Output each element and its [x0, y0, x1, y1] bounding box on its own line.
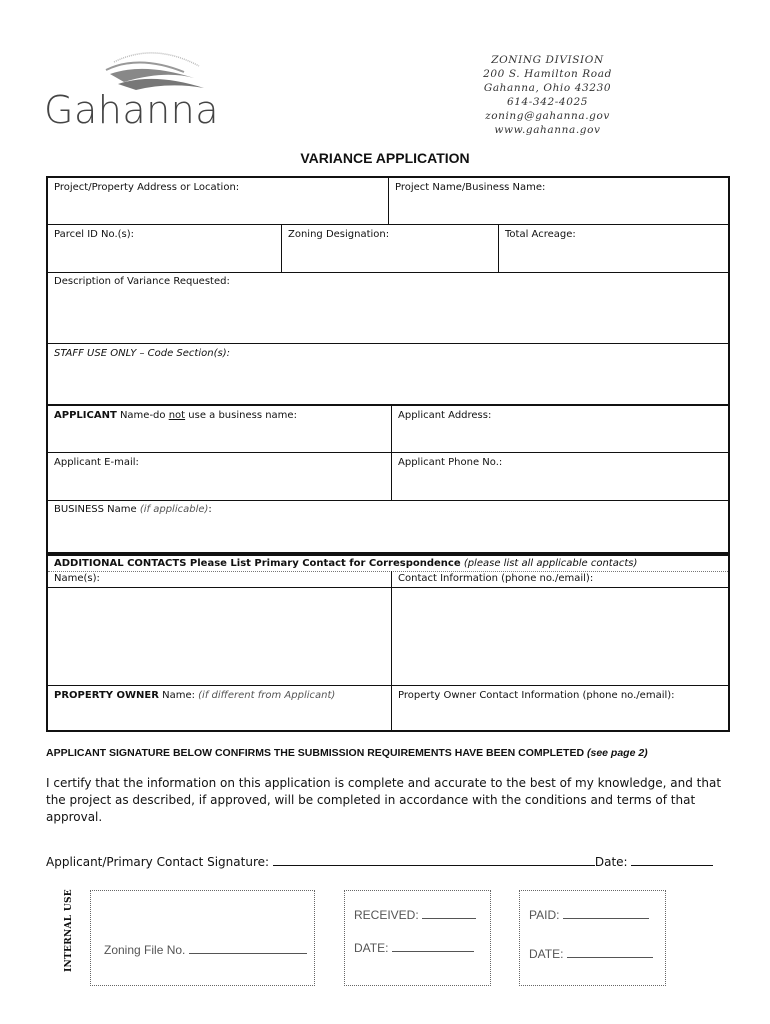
received-label: RECEIVED: — [354, 908, 419, 922]
signature-date-field[interactable] — [631, 853, 713, 866]
signature-heading-note: (see page 2) — [586, 747, 648, 759]
paid-label: PAID: — [529, 908, 560, 922]
variance-description-field[interactable] — [48, 272, 728, 342]
contact-info-label: Contact Information (phone no./email): — [398, 573, 594, 584]
variance-description-label: Description of Variance Requested: — [54, 276, 230, 287]
contact-names-field[interactable] — [48, 571, 390, 684]
zoning-designation-label: Zoning Designation: — [288, 229, 390, 240]
zoning-file-label: Zoning File No. — [104, 943, 186, 957]
paid-date-field[interactable] — [567, 947, 653, 958]
applicant-address-label: Applicant Address: — [398, 410, 492, 421]
paid-field[interactable] — [563, 908, 649, 919]
additional-contacts-header — [48, 556, 728, 572]
applicant-label-bold: APPLICANT — [54, 410, 117, 421]
zoning-file-field[interactable] — [189, 943, 307, 954]
applicant-name-field[interactable] — [48, 406, 390, 452]
applicant-label-end: use a business name: — [185, 410, 297, 421]
street-address: 200 S. Hamilton Road — [483, 68, 612, 80]
property-owner-label-part: Name: — [158, 690, 199, 701]
project-address-field[interactable] — [48, 178, 388, 224]
project-name-label: Project Name/Business Name: — [395, 182, 546, 193]
paid-box — [519, 890, 666, 986]
signature-row — [46, 853, 713, 869]
property-owner-note: (if different from Applicant) — [198, 690, 336, 701]
logo-wordmark: Gahanna — [44, 88, 220, 132]
paid-date-label: DATE: — [529, 947, 564, 961]
applicant-address-field[interactable] — [392, 406, 728, 452]
additional-contacts-title: ADDITIONAL CONTACTS Please List Primary Contact for Correspondence — [54, 558, 461, 569]
received-date-row — [354, 941, 474, 955]
page-title: VARIANCE APPLICATION — [300, 150, 470, 166]
received-date-field[interactable] — [392, 941, 474, 952]
parcel-id-field[interactable] — [48, 225, 281, 271]
city-address: Gahanna, Ohio 43230 — [483, 82, 612, 94]
internal-use-label: INTERNAL USE — [64, 889, 74, 972]
property-owner-contact-field[interactable] — [392, 686, 728, 730]
property-owner-contact-label: Property Owner Contact Information (phone no./email): — [398, 690, 675, 701]
applicant-email-field[interactable] — [48, 453, 390, 499]
received-row — [354, 908, 476, 922]
total-acreage-field[interactable] — [499, 225, 728, 271]
division-name: ZONING DIVISION — [491, 54, 604, 66]
received-date-label: DATE: — [354, 941, 389, 955]
applicant-phone-field[interactable] — [392, 453, 728, 499]
project-name-field[interactable] — [389, 178, 728, 224]
signature-date-label: Date: — [594, 855, 628, 869]
signature-field[interactable] — [273, 853, 595, 866]
staff-use-field — [48, 344, 728, 404]
business-name-colon: : — [208, 504, 212, 515]
received-box — [344, 890, 491, 986]
paid-row — [529, 908, 649, 922]
parcel-id-label: Parcel ID No.(s): — [54, 229, 135, 240]
applicant-phone-label: Applicant Phone No.: — [398, 457, 503, 468]
zoning-file-box — [90, 890, 315, 986]
signature-label: Applicant/Primary Contact Signature: — [46, 855, 270, 869]
paid-date-row — [529, 947, 653, 961]
business-name-note: (if applicable) — [139, 504, 209, 515]
certification-text: I certify that the information on this application is complete and accurate to the best of my knowledge, and that the project as described, if approved, will be completed in accordance with the conditions and terms of that approval. — [46, 776, 722, 824]
contact-block — [470, 53, 625, 137]
email-address: zoning@gahanna.gov — [485, 110, 610, 122]
applicant-email-label: Applicant E-mail: — [54, 457, 139, 468]
additional-contacts-note: (please list all applicable contacts) — [463, 558, 638, 569]
received-field[interactable] — [422, 908, 476, 919]
zoning-file-row — [104, 943, 307, 957]
contact-names-label: Name(s): — [54, 573, 100, 584]
phone-number: 614-342-4025 — [506, 96, 589, 108]
staff-use-label: STAFF USE ONLY – Code Section(s): — [54, 348, 230, 359]
project-address-label: Project/Property Address or Location: — [54, 182, 240, 193]
business-name-field[interactable] — [48, 500, 728, 552]
signature-heading-text: APPLICANT SIGNATURE BELOW CONFIRMS THE SUBMISSION REQUIREMENTS HAVE BEEN COMPLETED — [46, 747, 585, 759]
signature-heading — [46, 747, 648, 759]
business-name-label: BUSINESS Name — [54, 504, 137, 515]
total-acreage-label: Total Acreage: — [505, 229, 576, 240]
contact-info-field[interactable] — [392, 571, 728, 684]
property-owner-label-bold: PROPERTY OWNER — [54, 690, 159, 701]
website: www.gahanna.gov — [494, 124, 601, 136]
zoning-designation-field[interactable] — [282, 225, 498, 271]
applicant-label-part: Name-do — [116, 410, 169, 421]
property-owner-field[interactable] — [48, 686, 390, 730]
applicant-label-not: not — [168, 410, 186, 421]
